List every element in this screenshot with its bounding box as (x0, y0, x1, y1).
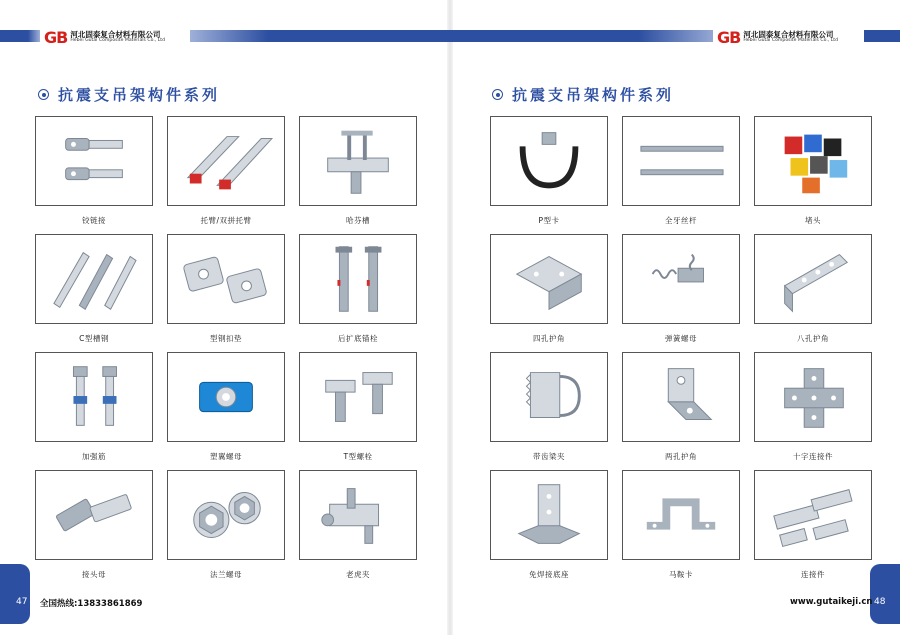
product-label: 铰链接 (82, 216, 106, 225)
product-card (167, 234, 285, 344)
product-card (622, 116, 740, 226)
hinge-connector-icon (36, 117, 152, 205)
product-image (754, 352, 872, 442)
product-label: 塑翼螺母 (210, 452, 242, 461)
product-label: 后扩底锚栓 (338, 334, 378, 343)
product-image (754, 116, 872, 206)
product-label: 四孔护角 (533, 334, 565, 343)
company-logo (40, 28, 169, 47)
two-hole-bracket-icon (623, 353, 739, 441)
flat-connector-icon (755, 471, 871, 559)
product-label: 连接件 (801, 570, 825, 579)
c-channel-steel-icon (36, 235, 152, 323)
product-label: 八孔护角 (797, 334, 829, 343)
product-label: 弹簧螺母 (665, 334, 697, 343)
product-card (490, 234, 608, 344)
end-caps-icon (755, 117, 871, 205)
threaded-rod-icon (623, 117, 739, 205)
product-image (35, 470, 153, 560)
circle-bullet-icon (492, 89, 503, 100)
spring-nut-icon (623, 235, 739, 323)
product-card (490, 352, 608, 462)
product-label: 法兰螺母 (210, 570, 242, 579)
product-card (35, 352, 153, 462)
page-number: 47 (16, 597, 28, 607)
product-label: 托臂/双拼托臂 (200, 216, 252, 225)
product-card (167, 352, 285, 462)
product-image (754, 234, 872, 324)
header-bar-right (190, 30, 450, 42)
product-image (490, 352, 608, 442)
p-clamp-icon (491, 117, 607, 205)
product-label: 型钢扣垫 (210, 334, 242, 343)
product-image (299, 116, 417, 206)
product-label: 免焊接底座 (529, 570, 569, 579)
company-name-cn: 河北固泰复合材料有限公司 (743, 29, 834, 39)
company-name-en: Hebei Gutai Composite Materials Co., Ltd (743, 38, 838, 44)
product-label: 马鞍卡 (669, 570, 693, 579)
halfen-channel-icon (300, 117, 416, 205)
product-image (35, 116, 153, 206)
product-image (622, 470, 740, 560)
product-image (167, 352, 285, 442)
product-label: P型卡 (538, 216, 560, 225)
section-title-text: 抗震支吊架构件系列 (58, 86, 221, 104)
coupling-nut-icon (36, 471, 152, 559)
company-name-en: Hebei Gutai Composite Materials Co., Ltd (70, 38, 165, 44)
company-logo (713, 28, 842, 47)
product-card (754, 470, 872, 580)
product-card (754, 352, 872, 462)
header-bar-left (450, 30, 720, 42)
product-card (299, 116, 417, 226)
product-label: 接头母 (82, 570, 106, 579)
product-image (622, 352, 740, 442)
product-card (754, 234, 872, 344)
reinforcing-bolt-icon (36, 353, 152, 441)
product-card (167, 116, 285, 226)
product-card (35, 116, 153, 226)
undercut-anchor-icon (300, 235, 416, 323)
product-image (167, 470, 285, 560)
product-image (754, 470, 872, 560)
saddle-clamp-icon (623, 471, 739, 559)
section-title (38, 84, 220, 105)
section-title (492, 84, 674, 105)
product-card (490, 470, 608, 580)
product-label: 哈芬槽 (346, 216, 370, 225)
product-image (490, 470, 608, 560)
logo-mark: GB (44, 28, 68, 47)
product-card (299, 234, 417, 344)
product-card (299, 352, 417, 462)
weldless-base-icon (491, 471, 607, 559)
product-label: C型槽钢 (79, 334, 109, 343)
product-image (35, 234, 153, 324)
cross-connector-icon (755, 353, 871, 441)
beam-clamp-icon (300, 471, 416, 559)
product-card (622, 470, 740, 580)
product-label: 两孔护角 (665, 452, 697, 461)
product-card (622, 234, 740, 344)
product-label: T型螺栓 (343, 452, 373, 461)
product-card (35, 470, 153, 580)
product-card (754, 116, 872, 226)
page-tab (0, 564, 30, 624)
product-label: 带齿梁夹 (533, 452, 565, 461)
product-label: 堵头 (805, 216, 821, 225)
product-image (299, 234, 417, 324)
plastic-wing-nut-icon (168, 353, 284, 441)
page-tab (870, 564, 900, 624)
section-title-text: 抗震支吊架构件系列 (512, 86, 675, 104)
product-image (167, 234, 285, 324)
product-card (490, 116, 608, 226)
header-bar-right (864, 30, 900, 42)
logo-mark: GB (717, 28, 741, 47)
steel-washer-icon (168, 235, 284, 323)
product-card (35, 234, 153, 344)
toothed-beam-clamp-icon (491, 353, 607, 441)
product-image (167, 116, 285, 206)
product-image (622, 234, 740, 324)
hotline-text: 全国热线:13833861869 (40, 599, 143, 609)
page-number: 48 (874, 597, 886, 607)
product-card (299, 470, 417, 580)
product-label: 老虎夹 (346, 570, 370, 579)
eight-hole-bracket-icon (755, 235, 871, 323)
product-image (299, 352, 417, 442)
cantilever-arm-icon (168, 117, 284, 205)
four-hole-bracket-icon (491, 235, 607, 323)
right-page (450, 0, 900, 635)
product-image (35, 352, 153, 442)
t-bolt-icon (300, 353, 416, 441)
product-card (622, 352, 740, 462)
product-image (490, 234, 608, 324)
product-label: 全牙丝杆 (665, 216, 697, 225)
product-card (167, 470, 285, 580)
company-name-cn: 河北固泰复合材料有限公司 (70, 29, 161, 39)
website-text: www.gutaikeji.cn (790, 597, 873, 607)
product-label: 加强筋 (82, 452, 106, 461)
product-image (490, 116, 608, 206)
circle-bullet-icon (38, 89, 49, 100)
product-image (299, 470, 417, 560)
product-label: 十字连接件 (793, 452, 833, 461)
product-image (622, 116, 740, 206)
flange-nut-icon (168, 471, 284, 559)
header-bar-left (0, 30, 40, 42)
